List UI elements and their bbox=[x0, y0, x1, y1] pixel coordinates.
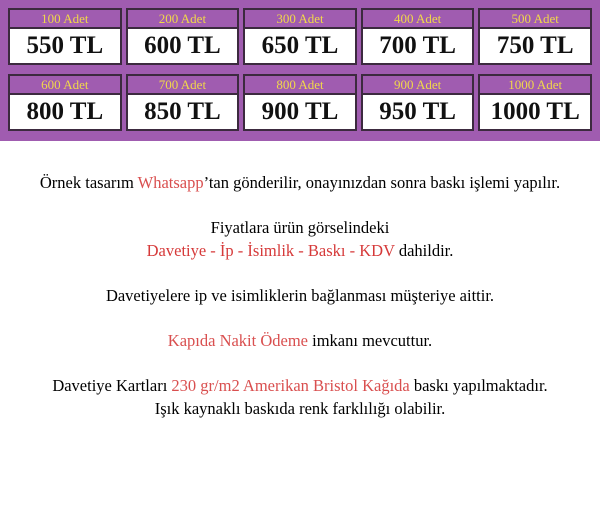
note-text: ’tan gönderilir, onayınızdan sonra baskı işlemi yapılır. bbox=[203, 173, 561, 192]
quantity-label: 500 Adet bbox=[480, 10, 590, 29]
price-value: 650 TL bbox=[261, 32, 339, 59]
note-whatsapp bbox=[10, 171, 590, 194]
note-line bbox=[10, 329, 590, 352]
quantity-label: 300 Adet bbox=[245, 10, 355, 29]
price-value: 850 TL bbox=[144, 98, 221, 125]
price-value: 950 TL bbox=[379, 98, 456, 125]
note-highlight: Davetiye - İp - İsimlik - Baskı - KDV bbox=[146, 241, 395, 260]
note-paper bbox=[10, 374, 590, 420]
price-cell bbox=[8, 74, 122, 131]
price-row bbox=[0, 74, 600, 131]
note-text: Davetiye Kartları bbox=[52, 376, 172, 395]
note-payment bbox=[10, 329, 590, 352]
price-cell bbox=[8, 8, 122, 65]
quantity-label: 400 Adet bbox=[363, 10, 473, 29]
note-highlight: 230 gr/m2 Amerikan Bristol Kağıda bbox=[171, 376, 410, 395]
quantity-label: 1000 Adet bbox=[480, 76, 590, 95]
price-value: 600 TL bbox=[144, 32, 221, 59]
note-highlight: Whatsapp bbox=[137, 173, 204, 192]
quantity-label: 900 Adet bbox=[363, 76, 473, 95]
price-cell bbox=[126, 8, 240, 65]
note-assembly bbox=[10, 284, 590, 307]
price-value: 800 TL bbox=[26, 98, 104, 125]
quantity-label: 700 Adet bbox=[128, 76, 238, 95]
price-value: 1000 TL bbox=[490, 98, 580, 125]
note-line: Fiyatlara ürün görselindeki bbox=[210, 218, 390, 237]
quantity-label: 200 Adet bbox=[128, 10, 238, 29]
note-line: Işık kaynaklı baskıda renk farklılığı olabilir. bbox=[154, 399, 446, 418]
price-cell bbox=[243, 74, 357, 131]
quantity-label: 600 Adet bbox=[10, 76, 120, 95]
note-text: dahildir. bbox=[394, 241, 454, 260]
price-cell bbox=[361, 8, 475, 65]
price-row bbox=[0, 8, 600, 65]
note-line bbox=[10, 239, 590, 262]
note-text: Örnek tasarım bbox=[39, 173, 138, 192]
price-cell bbox=[243, 8, 357, 65]
price-value: 750 TL bbox=[496, 32, 574, 59]
note-line: Davetiyelere ip ve isimliklerin bağlanması müşteriye aittir. bbox=[105, 286, 495, 305]
price-value: 700 TL bbox=[379, 32, 456, 59]
price-cell bbox=[126, 74, 240, 131]
price-cell bbox=[478, 8, 592, 65]
price-value: 900 TL bbox=[261, 98, 339, 125]
price-cell bbox=[478, 74, 592, 131]
price-cell bbox=[361, 74, 475, 131]
note-text: baskı yapılmaktadır. bbox=[409, 376, 548, 395]
note-highlight: Kapıda Nakit Ödeme bbox=[167, 331, 308, 350]
notes-section bbox=[0, 141, 600, 420]
price-value: 550 TL bbox=[26, 32, 104, 59]
note-included bbox=[10, 216, 590, 262]
note-text: imkanı mevcuttur. bbox=[308, 331, 433, 350]
note-line bbox=[10, 374, 590, 397]
quantity-label: 800 Adet bbox=[245, 76, 355, 95]
note-line bbox=[10, 171, 590, 194]
price-table bbox=[0, 0, 600, 141]
quantity-label: 100 Adet bbox=[10, 10, 120, 29]
